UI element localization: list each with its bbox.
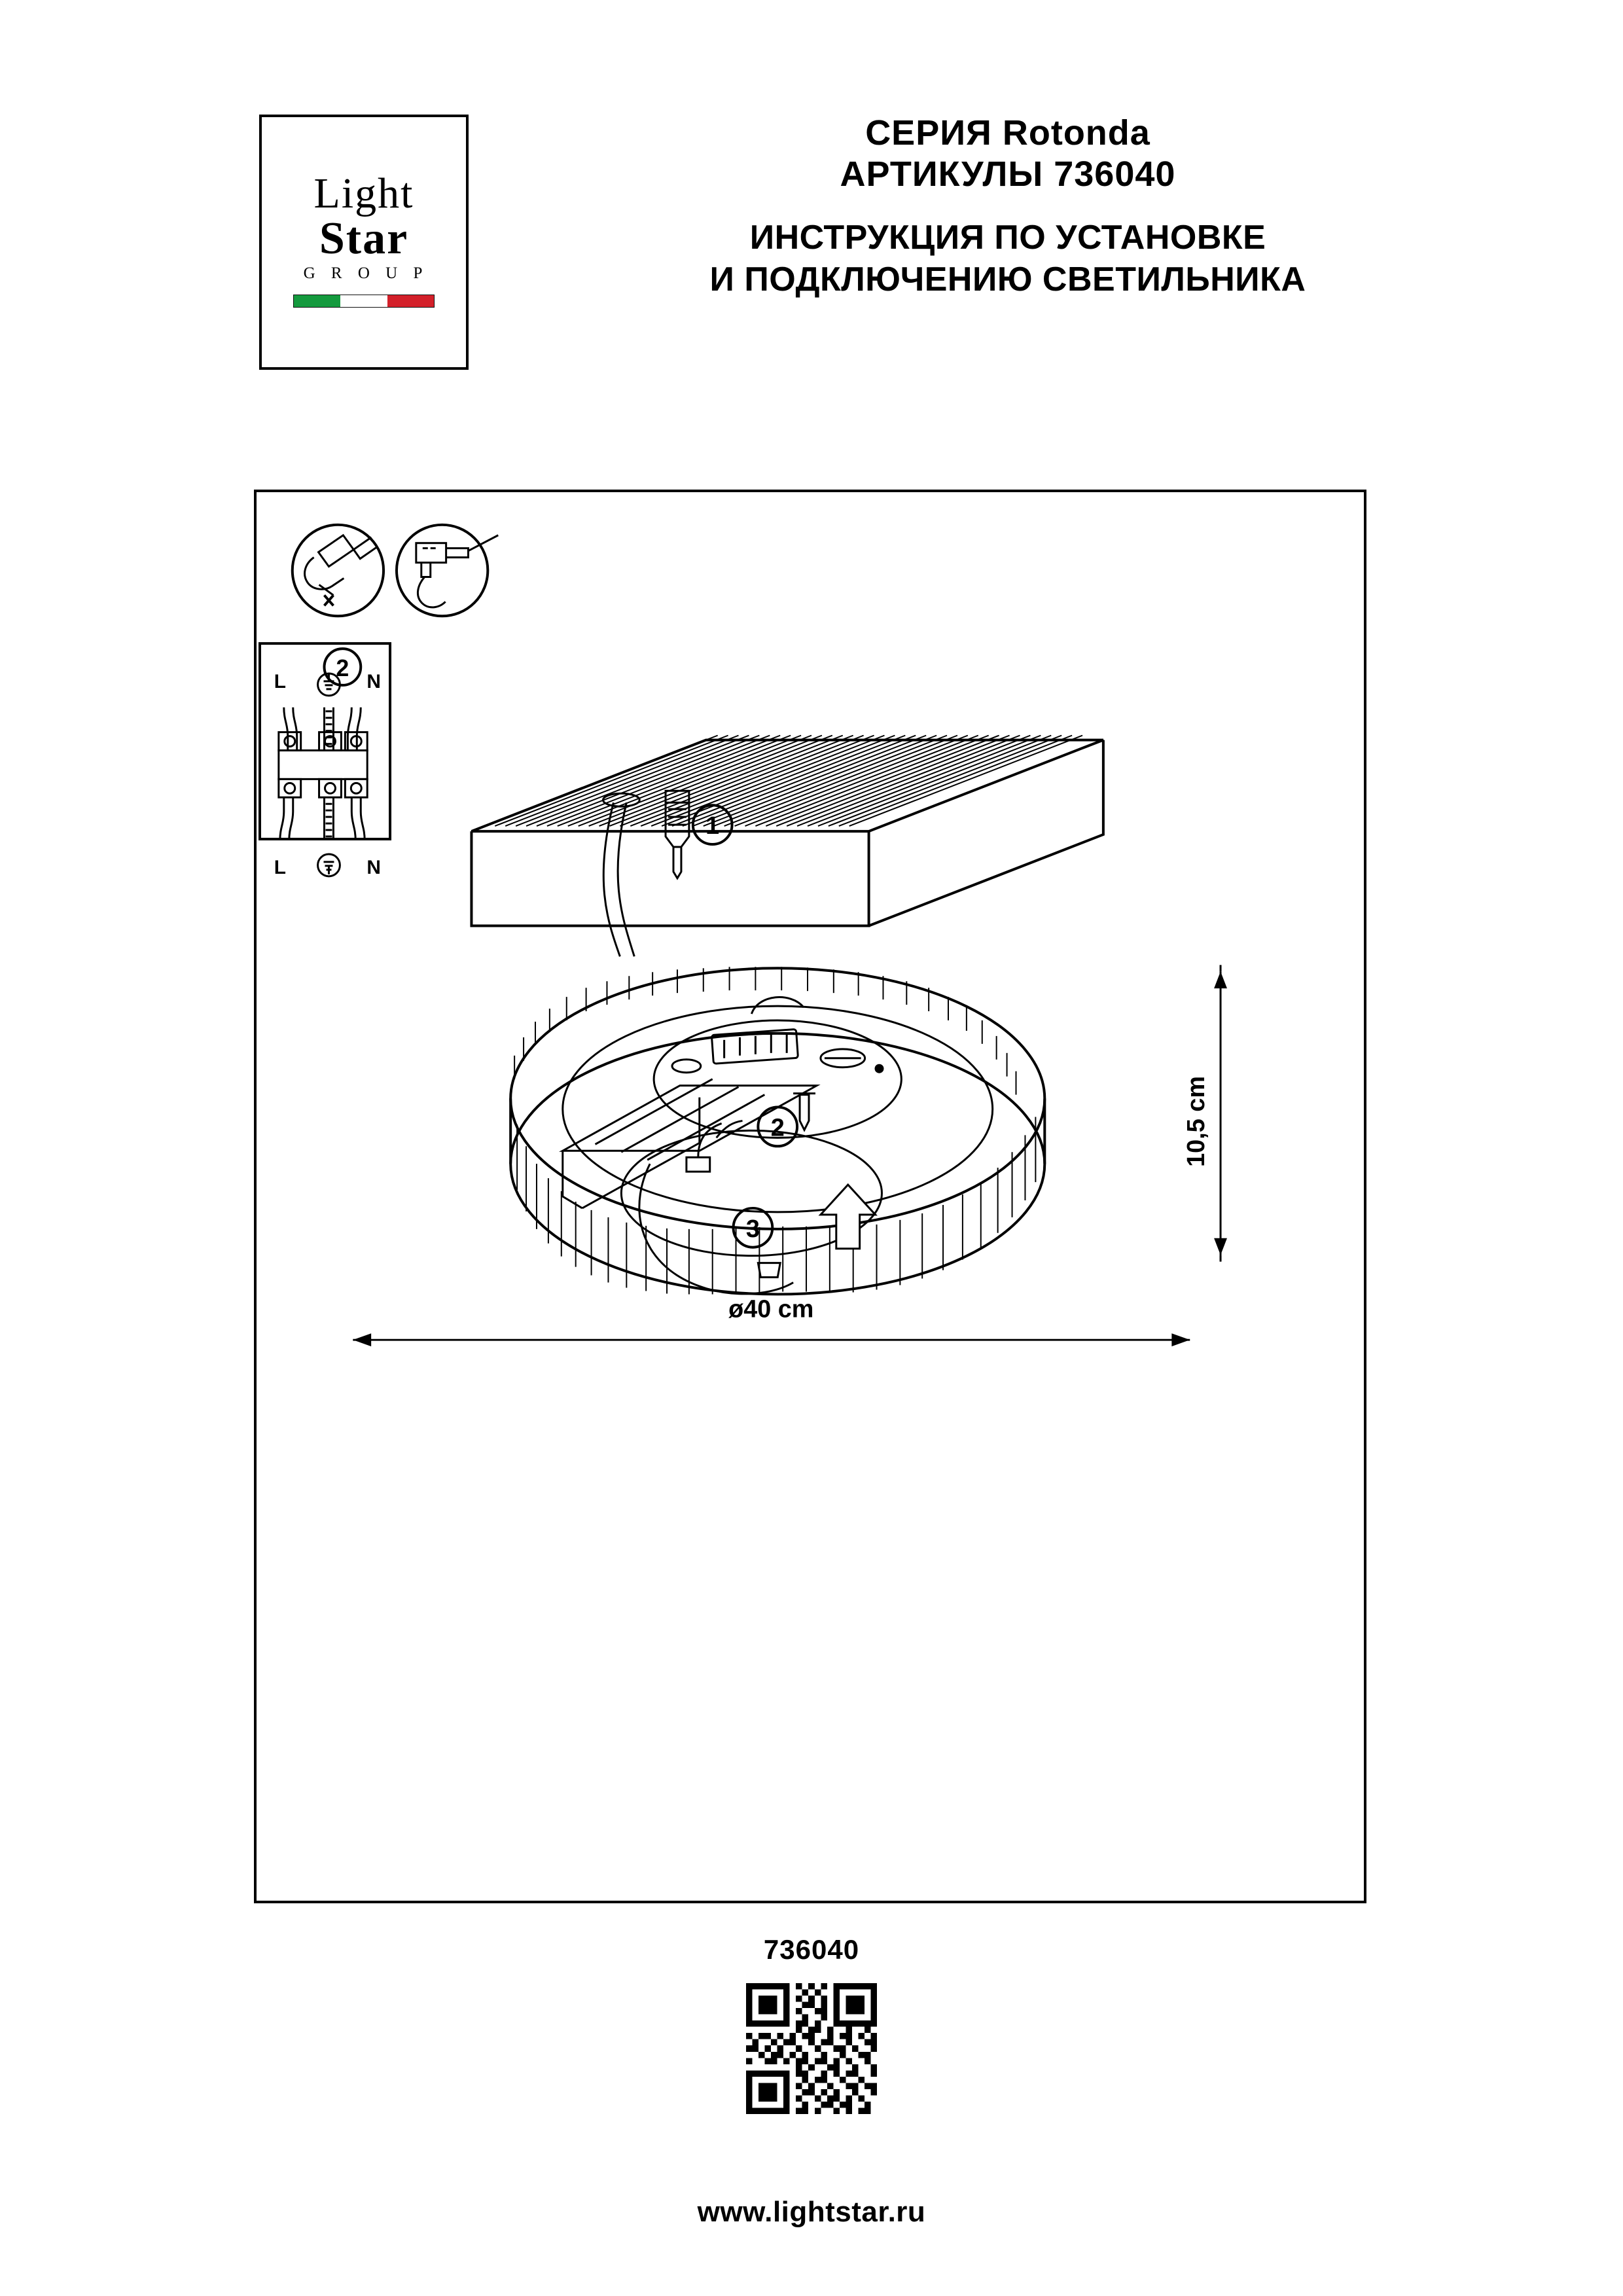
product-code: 736040 bbox=[763, 1934, 860, 1965]
terminal-label-L-top: L bbox=[274, 670, 286, 692]
instruction-title-line2: И ПОДКЛЮЧЕНИЮ СВЕТИЛЬНИКА bbox=[709, 260, 1306, 298]
installation-diagram bbox=[254, 490, 1366, 1903]
terminal-label-N-top: N bbox=[366, 670, 381, 692]
header-text-block bbox=[497, 98, 1518, 300]
terminal-label-N-bottom: N bbox=[366, 856, 381, 878]
brand-logo bbox=[259, 115, 469, 370]
logo-line-light: Light bbox=[313, 169, 414, 217]
logo-line-group: G R O U P bbox=[303, 264, 429, 283]
diameter-dimension bbox=[353, 1295, 1190, 1346]
page-header bbox=[0, 98, 1623, 380]
article-number: АРТИКУЛЫ 736040 bbox=[840, 154, 1176, 194]
terminal-label-L-bottom: L bbox=[274, 856, 286, 878]
ground-symbol-bottom bbox=[318, 854, 340, 876]
instruction-title-line1: ИНСТРУКЦИЯ ПО УСТАНОВКЕ bbox=[749, 219, 1266, 257]
terminal-block-diagram bbox=[260, 643, 390, 878]
lamp-body bbox=[510, 967, 1044, 1294]
ceiling-plate bbox=[471, 736, 1103, 926]
website-url: www.lightstar.ru bbox=[697, 2196, 926, 2228]
qr-code bbox=[743, 1983, 880, 2114]
power-drill-icon bbox=[397, 525, 498, 616]
logo-line-star: Star bbox=[319, 213, 409, 264]
terminal-step-number: 2 bbox=[336, 655, 349, 681]
callout-2: 2 bbox=[770, 1114, 785, 1142]
no-drill-icon bbox=[293, 525, 383, 616]
callout-1: 1 bbox=[705, 812, 720, 840]
height-dimension bbox=[1183, 965, 1227, 1261]
qr-code-svg bbox=[743, 1983, 880, 2114]
diameter-label: ø40 cm bbox=[728, 1295, 814, 1323]
diagram-svg bbox=[257, 492, 1364, 1901]
height-label: 10,5 cm bbox=[1183, 1075, 1211, 1167]
italian-flag-icon bbox=[293, 295, 435, 308]
callout-3: 3 bbox=[745, 1215, 760, 1243]
series-title: СЕРИЯ Rotonda bbox=[865, 113, 1150, 152]
